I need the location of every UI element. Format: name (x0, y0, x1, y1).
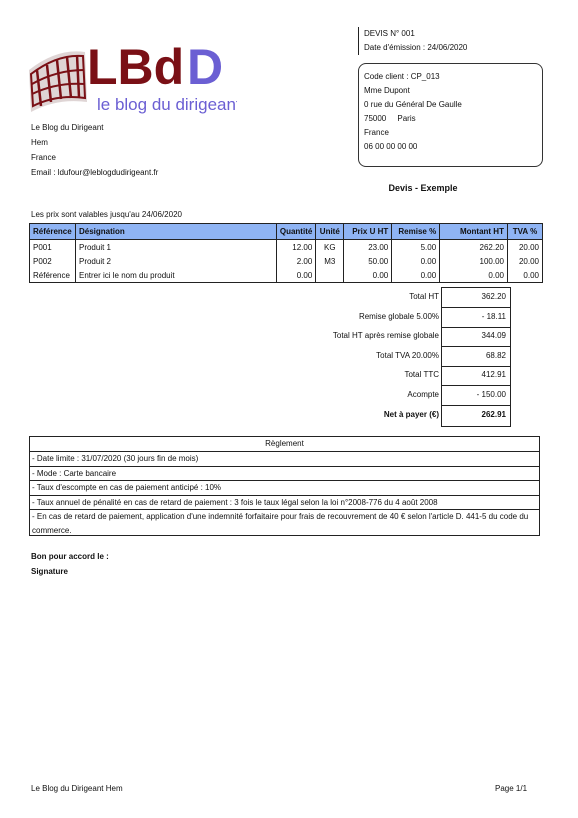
quote-header (358, 27, 467, 55)
cell-tva: 20.00 (507, 254, 542, 268)
acompte-label: Acompte (407, 390, 439, 399)
cell-prix: 23.00 (344, 240, 392, 255)
cell-quantite: 0.00 (276, 268, 315, 283)
col-header-reference: Référence (30, 224, 76, 240)
cell-designation: Entrer ici le nom du produit (75, 268, 276, 283)
footer-page-number: Page 1/1 (495, 784, 528, 793)
col-header-quantite: Quantité (276, 224, 315, 240)
cell-remise: 0.00 (392, 254, 440, 268)
cell-montant: 0.00 (440, 268, 508, 283)
reglement-line: - Taux annuel de pénalité en cas de retard de paiement : 3 fois le taux légal selon la loi n°2008-776 du 4 août 2008 (30, 496, 539, 511)
cell-unite: M3 (316, 254, 344, 268)
total-ht-value: 362.20 (481, 292, 506, 301)
col-header-prix: Prix U HT (344, 224, 392, 240)
table-row (30, 268, 543, 283)
cell-designation: Produit 1 (75, 240, 276, 255)
client-postcode: 75000 (364, 114, 387, 123)
remise-globale-label: Remise globale 5.00% (358, 312, 439, 321)
total-ttc-label: Total TTC (404, 370, 439, 379)
total-ht-apres-remise-value: 344.09 (481, 331, 506, 340)
cell-remise: 5.00 (392, 240, 440, 255)
acompte-value: - 150.00 (476, 390, 506, 399)
total-tva-label: Total TVA 20.00% (376, 351, 439, 360)
total-ttc-value: 412.91 (481, 370, 506, 379)
total-ht-apres-remise-label: Total HT après remise globale (332, 331, 439, 340)
client-street: 0 rue du Général De Gaulle (364, 100, 462, 109)
col-header-remise: Remise % (392, 224, 440, 240)
reglement-line: - Date limite : 31/07/2020 (30 jours fin de mois) (30, 452, 539, 467)
reglement-line: - Mode : Carte bancaire (30, 467, 539, 482)
client-code: Code client : CP_013 (364, 72, 440, 81)
document-title: Devis - Exemple (388, 183, 458, 193)
reglement-lines (30, 452, 539, 537)
col-header-tva: TVA % (507, 224, 542, 240)
client-country: France (364, 128, 389, 137)
accord-label: Bon pour accord le : (31, 552, 109, 561)
company-email: Email : ldufour@leblogdudirigeant.fr (31, 168, 159, 177)
logo-tagline: le blog du dirigeant (97, 95, 237, 114)
cell-reference: Référence (30, 268, 76, 283)
company-name: Le Blog du Dirigeant (31, 123, 104, 132)
logo-grid-icon (29, 51, 87, 112)
cell-designation: Produit 2 (75, 254, 276, 268)
col-header-montant: Montant HT (440, 224, 508, 240)
company-logo (27, 40, 237, 118)
reglement-line: - Taux d'escompte en cas de paiement anticipé : 10% (30, 481, 539, 496)
remise-globale-value: - 18.11 (481, 312, 506, 321)
company-country: France (31, 153, 56, 162)
total-ht-label: Total HT (409, 292, 439, 301)
cell-montant: 262.20 (440, 240, 508, 255)
client-phone: 06 00 00 00 00 (364, 142, 418, 151)
company-city: Hem (31, 138, 48, 147)
logo-letters: LBd (87, 40, 185, 95)
col-header-unite: Unité (316, 224, 344, 240)
cell-prix: 0.00 (344, 268, 392, 283)
col-header-designation: Désignation (75, 224, 276, 240)
table-header-row (30, 224, 543, 240)
client-city: Paris (397, 114, 416, 123)
logo-mark (27, 40, 237, 118)
svg-text:D: D (187, 40, 224, 95)
signature-label: Signature (31, 567, 68, 576)
cell-tva: 20.00 (507, 240, 542, 255)
validity-note: Les prix sont valables jusqu'au 24/06/2020 (31, 210, 182, 219)
cell-prix: 50.00 (344, 254, 392, 268)
footer-company: Le Blog du Dirigeant Hem (31, 784, 123, 793)
client-box (358, 63, 543, 167)
client-name: Mme Dupont (364, 86, 410, 95)
cell-reference: P002 (30, 254, 76, 268)
reglement-title: Règlement (30, 437, 539, 452)
cell-unite (316, 268, 344, 283)
items-table (29, 223, 543, 283)
cell-unite: KG (316, 240, 344, 255)
table-row (30, 254, 543, 268)
reglement-box (29, 436, 540, 536)
cell-montant: 100.00 (440, 254, 508, 268)
client-city-line (364, 112, 537, 126)
cell-tva: 0.00 (507, 268, 542, 283)
quote-number: DEVIS N° 001 (364, 29, 415, 38)
company-block (31, 120, 158, 180)
cell-quantite: 12.00 (276, 240, 315, 255)
cell-quantite: 2.00 (276, 254, 315, 268)
net-a-payer-value: 262.91 (481, 410, 506, 419)
table-row (30, 240, 543, 255)
cell-reference: P001 (30, 240, 76, 255)
net-a-payer-label: Net à payer (€) (383, 410, 439, 419)
cell-remise: 0.00 (392, 268, 440, 283)
accord-block (31, 549, 109, 579)
reglement-line: - En cas de retard de paiement, application d'une indemnité forfaitaire pour frais de recouvrement de 40 € selon l'article D. 441-5 du code du commerce. (32, 512, 529, 535)
total-tva-value: 68.82 (485, 351, 506, 360)
quote-date: Date d'émission : 24/06/2020 (364, 43, 468, 52)
